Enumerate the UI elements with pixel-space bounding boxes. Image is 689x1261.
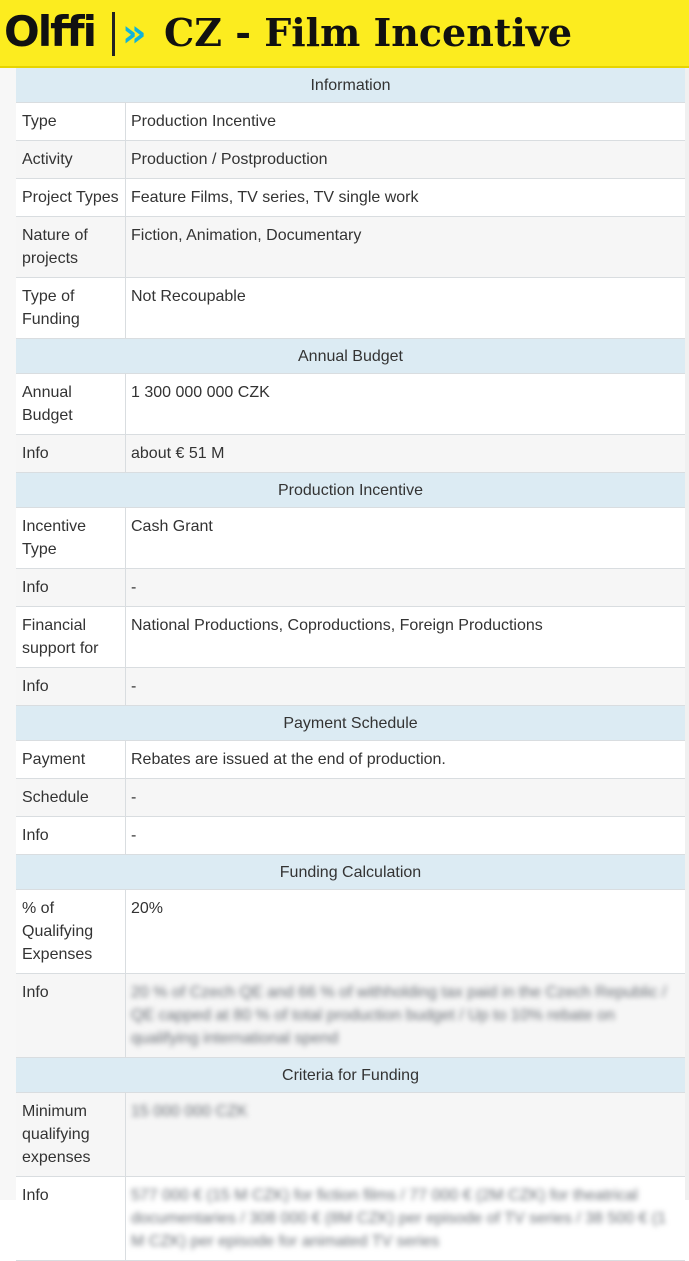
table-row: [16, 890, 685, 974]
table-row: [16, 974, 685, 1058]
row-value: Not Recoupable: [131, 288, 246, 305]
row-label: Info: [16, 817, 126, 854]
table-row: [16, 278, 685, 339]
row-value: 20%: [131, 900, 164, 917]
row-value: Rebates are issued at the end of production.: [131, 751, 446, 768]
row-label: Schedule: [16, 779, 126, 816]
row-label: Minimum qualifying expenses: [16, 1093, 126, 1176]
right-page-frame: [685, 68, 689, 1200]
row-value: 1 300 000 000 CZK: [131, 384, 270, 401]
row-label: Payment: [16, 741, 126, 778]
table-row: [16, 179, 685, 217]
row-value: Production / Postproduction: [131, 151, 328, 168]
logo-divider: [112, 12, 115, 56]
row-value: National Productions, Coproductions, Foreign Productions: [131, 617, 543, 634]
table-row: [16, 569, 685, 607]
section-header-criteria-for-funding: Criteria for Funding: [16, 1058, 685, 1093]
olffi-logo[interactable]: Olffi: [4, 7, 96, 56]
row-value: Feature Films, TV series, TV single work: [131, 189, 419, 206]
row-label: Financial support for: [16, 607, 126, 667]
table-row: [16, 374, 685, 435]
row-label: Info: [16, 974, 126, 1057]
blurred-row-value: 15 000 000 CZK: [131, 1103, 248, 1120]
row-label: Info: [16, 569, 126, 606]
row-label: Info: [16, 1177, 126, 1260]
row-value: -: [131, 678, 137, 695]
row-label: Incentive Type: [16, 508, 126, 568]
table-row: [16, 817, 685, 855]
table-row: [16, 607, 685, 668]
section-header-funding-calculation: Funding Calculation: [16, 855, 685, 890]
row-label: Project Types: [16, 179, 126, 216]
row-label: % of Qualifying Expenses: [16, 890, 126, 973]
row-label: Info: [16, 668, 126, 705]
table-row: [16, 779, 685, 817]
row-label: Activity: [16, 141, 126, 178]
table-row: [16, 668, 685, 706]
blurred-row-value: 577 000 € (15 M CZK) for fiction films / 77 000 € (2M CZK) for theatrical documentaries / 308 000 € (8M CZK) per episode of TV series / 38 500 € (1 M CZK) per episode for animated TV series: [131, 1187, 667, 1250]
table-row: [16, 103, 685, 141]
table-row: [16, 435, 685, 473]
section-header-annual-budget: Annual Budget: [16, 339, 685, 374]
row-value: -: [131, 579, 137, 596]
table-row: [16, 741, 685, 779]
row-label: Type of Funding: [16, 278, 126, 338]
blurred-row-value: 20 % of Czech QE and 66 % of withholding tax paid in the Czech Republic / QE capped at 80 % of total production budget / Up to 10% rebate on qualifying international spend: [131, 984, 667, 1047]
row-label: Type: [16, 103, 126, 140]
table-row: [16, 141, 685, 179]
table-row: [16, 1177, 685, 1261]
row-value: Production Incentive: [131, 113, 276, 130]
row-value: -: [131, 827, 137, 844]
section-header-production-incentive: Production Incentive: [16, 473, 685, 508]
row-value: Cash Grant: [131, 518, 213, 535]
row-value: Fiction, Animation, Documentary: [131, 227, 362, 244]
table-row: [16, 1093, 685, 1177]
row-value: -: [131, 789, 137, 806]
table-row: [16, 217, 685, 278]
row-label: Annual Budget: [16, 374, 126, 434]
page-title: CZ - Film Incentive: [164, 10, 573, 55]
row-label: Info: [16, 435, 126, 472]
incentive-table: [16, 68, 685, 1261]
left-page-frame: [0, 68, 17, 1200]
section-header-information: Information: [16, 68, 685, 103]
row-value: about € 51 M: [131, 445, 225, 462]
table-row: [16, 508, 685, 569]
double-chevron-icon: »: [122, 11, 141, 55]
row-label: Nature of projects: [16, 217, 126, 277]
header-banner: [0, 0, 689, 68]
section-header-payment-schedule: Payment Schedule: [16, 706, 685, 741]
